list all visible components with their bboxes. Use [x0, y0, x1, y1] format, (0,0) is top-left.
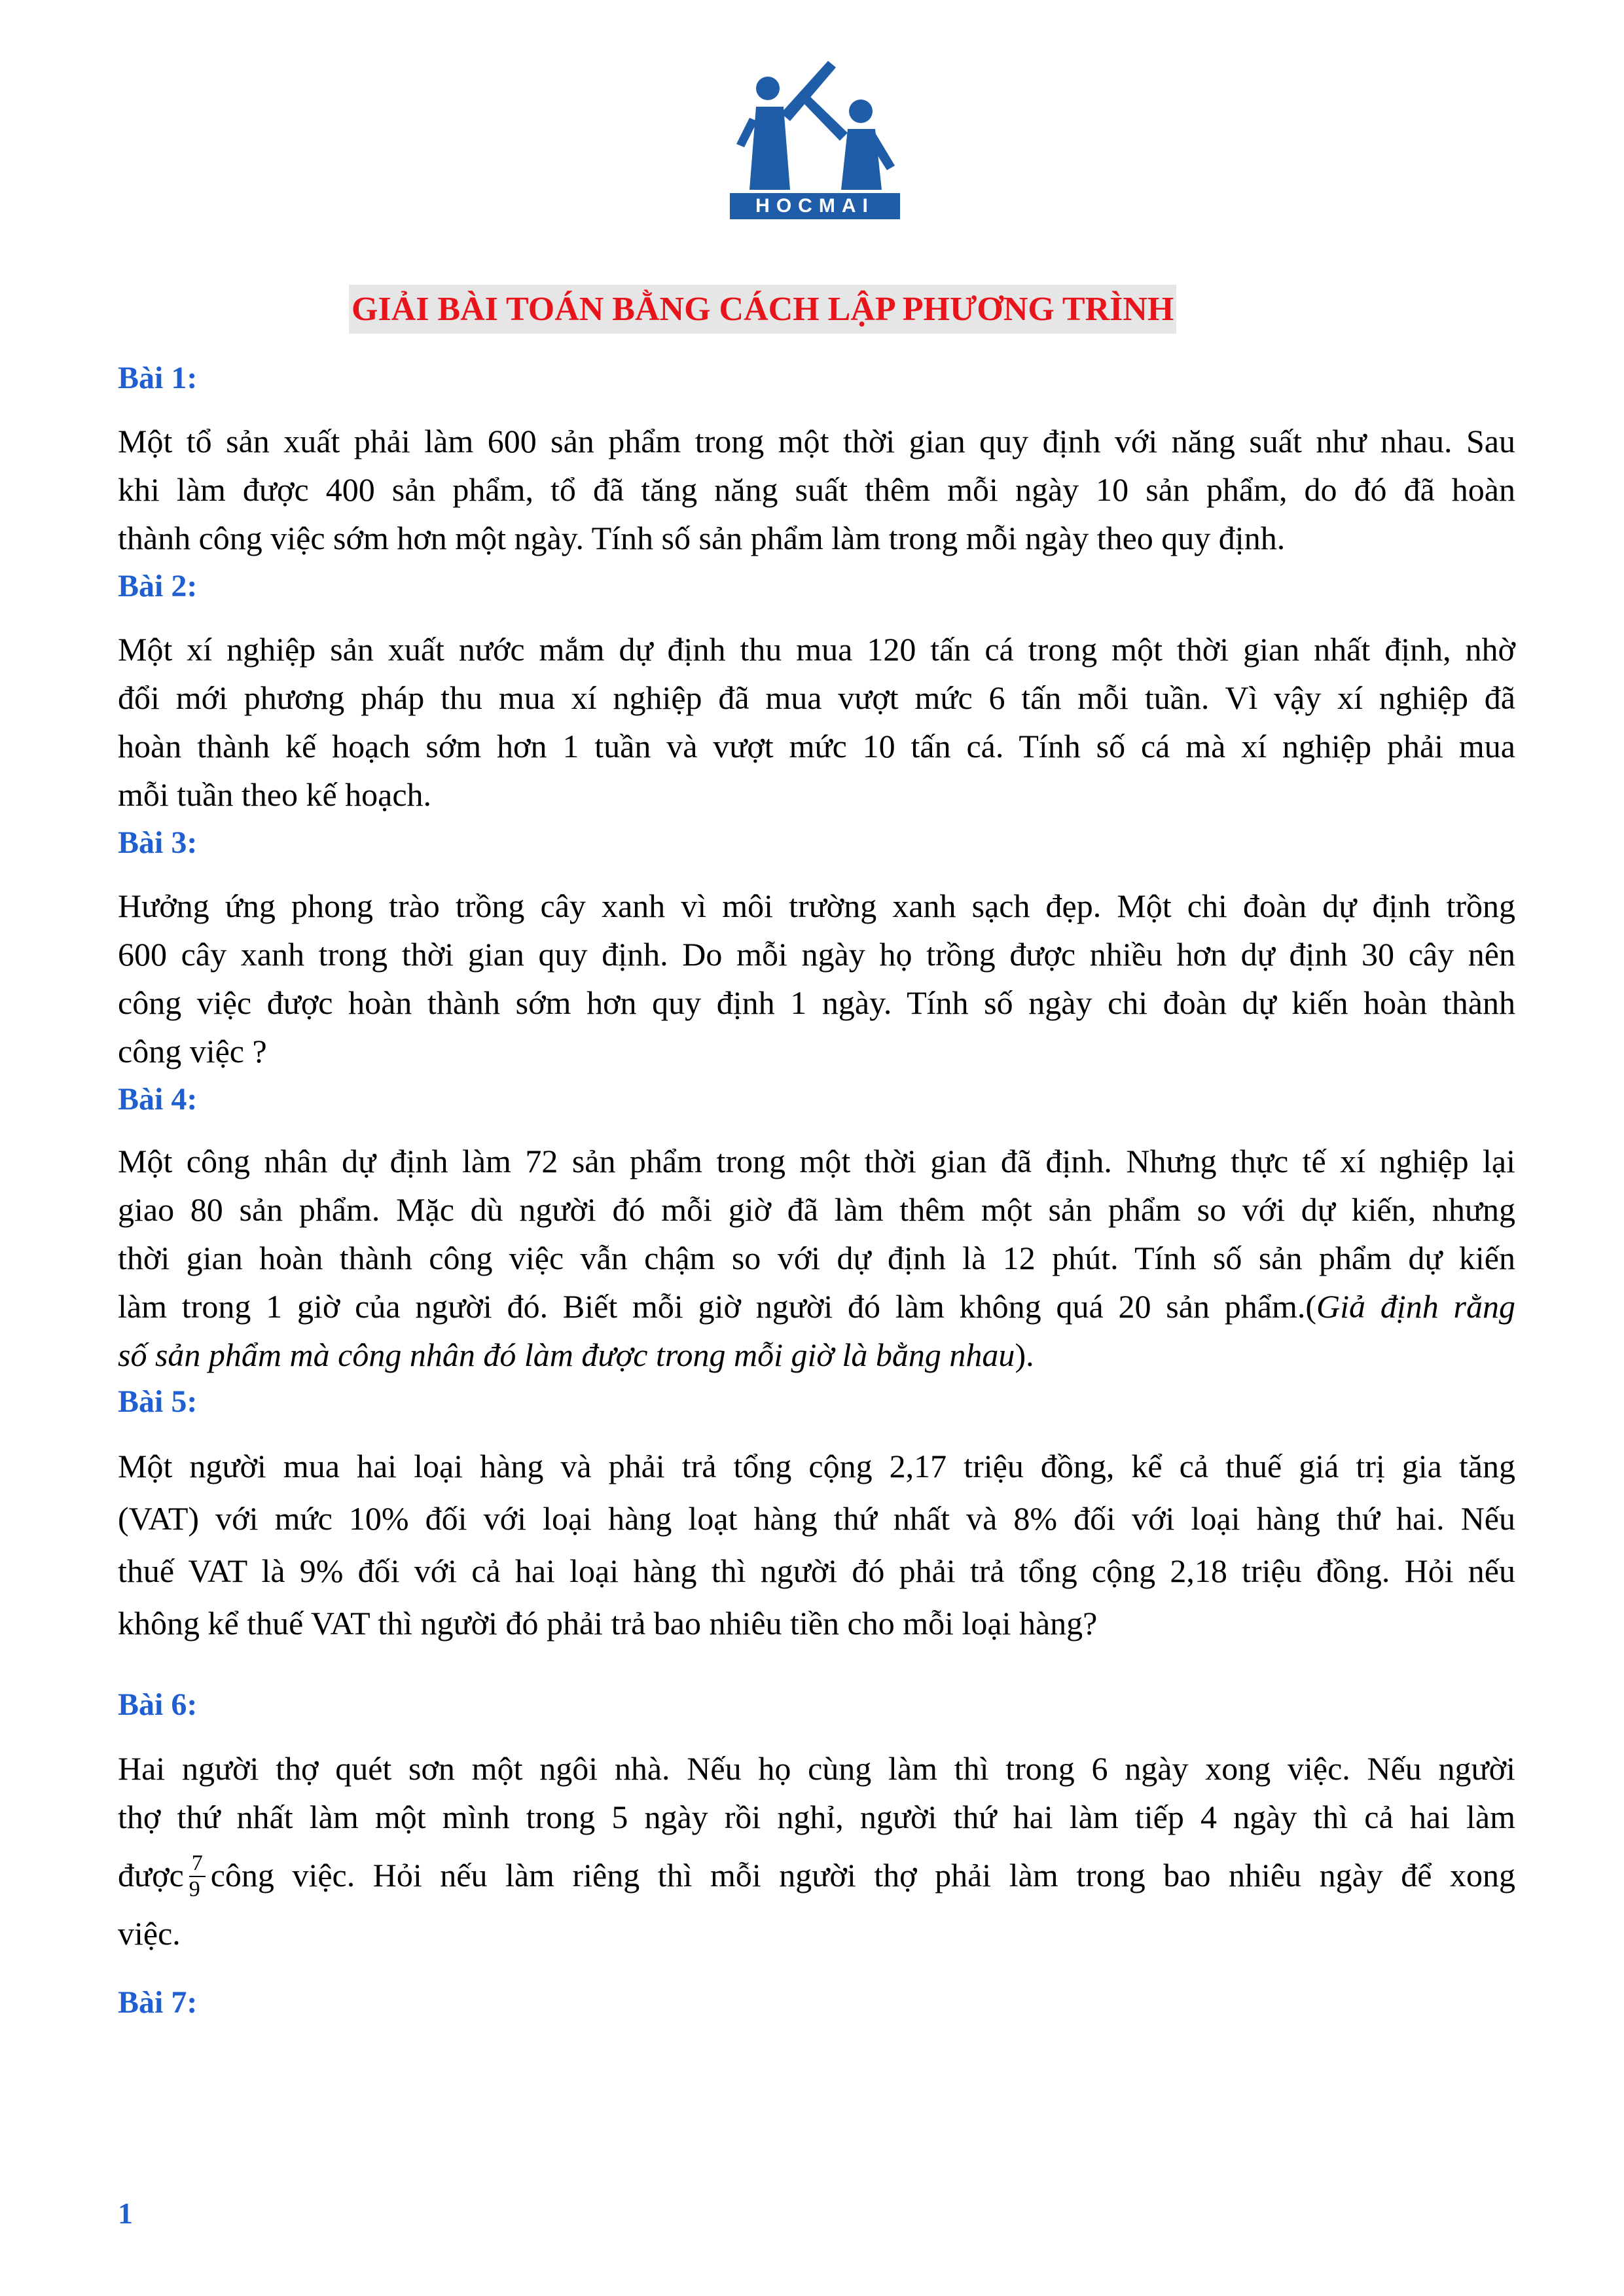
problem-2-line: mỗi tuần theo kế hoạch.: [118, 776, 432, 813]
problem-6-line-start: được: [118, 1857, 184, 1893]
problem-1-line: khi làm được 400 sản phẩm, tổ đã tăng năng suất thêm mỗi ngày 10 sản phẩm, do đó đã hoàn: [118, 471, 1515, 508]
problem-1-line: Một tổ sản xuất phải làm 600 sản phẩm trong một thời gian quy định với năng suất như nhau. Sau: [118, 423, 1515, 459]
page-title: GIẢI BÀI TOÁN BẰNG CÁCH LẬP PHƯƠNG TRÌNH: [349, 285, 1176, 334]
problem-1-text: [118, 417, 1515, 562]
problem-2-heading: Bài 2:: [118, 569, 198, 603]
problem-2-text: [118, 625, 1515, 819]
problem-4-text: [118, 1137, 1515, 1379]
problem-6-line: thợ thứ nhất làm một mình trong 5 ngày rồi nghỉ, người thứ hai làm tiếp 4 ngày thì cả hai làm: [118, 1799, 1515, 1835]
problem-4-heading: Bài 4:: [118, 1082, 198, 1117]
fraction-numerator: 7: [189, 1851, 206, 1877]
problem-6-heading: Bài 6:: [118, 1687, 198, 1722]
fraction-denominator: 9: [189, 1876, 200, 1901]
problem-4-line-text: làm trong 1 giờ của người đó. Biết mỗi giờ người đó làm không quá 20 sản phẩm.(: [118, 1288, 1317, 1325]
problem-7-heading: Bài 7:: [118, 1985, 198, 2020]
page-number: 1: [118, 2197, 133, 2230]
problem-4-line-end: ).: [1015, 1336, 1034, 1373]
problem-5-line: thuế VAT là 9% đối với cả hai loại hàng thì người đó phải trả tổng cộng 2,18 triệu đồng. Hỏi nếu: [118, 1552, 1515, 1589]
problem-5-line: không kể thuế VAT thì người đó phải trả bao nhiêu tiền cho mỗi loại hàng?: [118, 1605, 1098, 1641]
problem-5-line: Một người mua hai loại hàng và phải trả tổng cộng 2,17 triệu đồng, kể cả thuế giá trị gia tăng: [118, 1448, 1515, 1484]
problem-4-assumption-cont: số sản phẩm mà công nhân đó làm được trong mỗi giờ là bằng nhau: [118, 1336, 1015, 1373]
problem-6-line: việc.: [118, 1915, 181, 1952]
problem-4-line: [118, 1331, 1515, 1379]
problem-4-line: giao 80 sản phẩm. Mặc dù người đó mỗi giờ đã làm thêm một sản phẩm so với dự kiến, nhưng: [118, 1191, 1515, 1228]
problem-6-text: [118, 1744, 1515, 1958]
hocmai-logo: [730, 56, 900, 219]
problem-1-line: thành công việc sớm hơn một ngày. Tính số sản phẩm làm trong mỗi ngày theo quy định.: [118, 520, 1286, 556]
logo-wordmark: HOCMAI: [755, 195, 875, 217]
problem-4-line: thời gian hoàn thành công việc vẫn chậm so với dự định là 12 phút. Tính số sản phẩm dự kiến: [118, 1240, 1515, 1276]
fraction-seven-ninths: [189, 1851, 206, 1902]
problem-2-line: hoàn thành kế hoạch sớm hơn 1 tuần và vượt mức 10 tấn cá. Tính số cá mà xí nghiệp phải mua: [118, 728, 1515, 764]
problem-3-line: công việc được hoàn thành sớm hơn quy định 1 ngày. Tính số ngày chi đoàn dự kiến hoàn thành: [118, 984, 1515, 1021]
problem-3-line: Hưởng ứng phong trào trồng cây xanh vì môi trường xanh sạch đẹp. Một chi đoàn dự định trồng: [118, 888, 1515, 924]
problem-3-line: 600 cây xanh trong thời gian quy định. Do mỗi ngày họ trồng được nhiều hơn dự định 30 cây nên: [118, 936, 1515, 973]
problem-4-assumption: Giả định rằng: [1316, 1288, 1516, 1325]
problem-4-line: [118, 1282, 1515, 1331]
problem-1-heading: Bài 1:: [118, 361, 198, 395]
problem-2-line: Một xí nghiệp sản xuất nước mắm dự định thu mua 120 tấn cá trong một thời gian nhất định, nhờ: [118, 631, 1515, 668]
problem-3-line: công việc ?: [118, 1033, 267, 1069]
problem-2-line: đổi mới phương pháp thu mua xí nghiệp đã mua vượt mức 6 tấn mỗi tuần. Vì vậy xí nghiệp đã: [118, 679, 1515, 716]
problem-5-heading: Bài 5:: [118, 1384, 198, 1419]
problem-3-heading: Bài 3:: [118, 825, 198, 860]
problem-6-line: Hai người thợ quét sơn một ngôi nhà. Nếu họ cùng làm thì trong 6 ngày xong việc. Nếu người: [118, 1750, 1515, 1787]
problem-6-line-end: công việc. Hỏi nếu làm riêng thì mỗi người thợ phải làm trong bao nhiêu ngày để xong: [210, 1857, 1515, 1893]
problem-5-line: (VAT) với mức 10% đối với loại hàng loạt hàng thứ nhất và 8% đối với loại hàng thứ hai. Nếu: [118, 1500, 1515, 1537]
problem-4-line: Một công nhân dự định làm 72 sản phẩm trong một thời gian đã định. Nhưng thực tế xí nghiệp lại: [118, 1143, 1515, 1179]
problem-6-line: [118, 1841, 1515, 1909]
problem-5-text: [118, 1440, 1515, 1649]
problem-3-text: [118, 882, 1515, 1075]
